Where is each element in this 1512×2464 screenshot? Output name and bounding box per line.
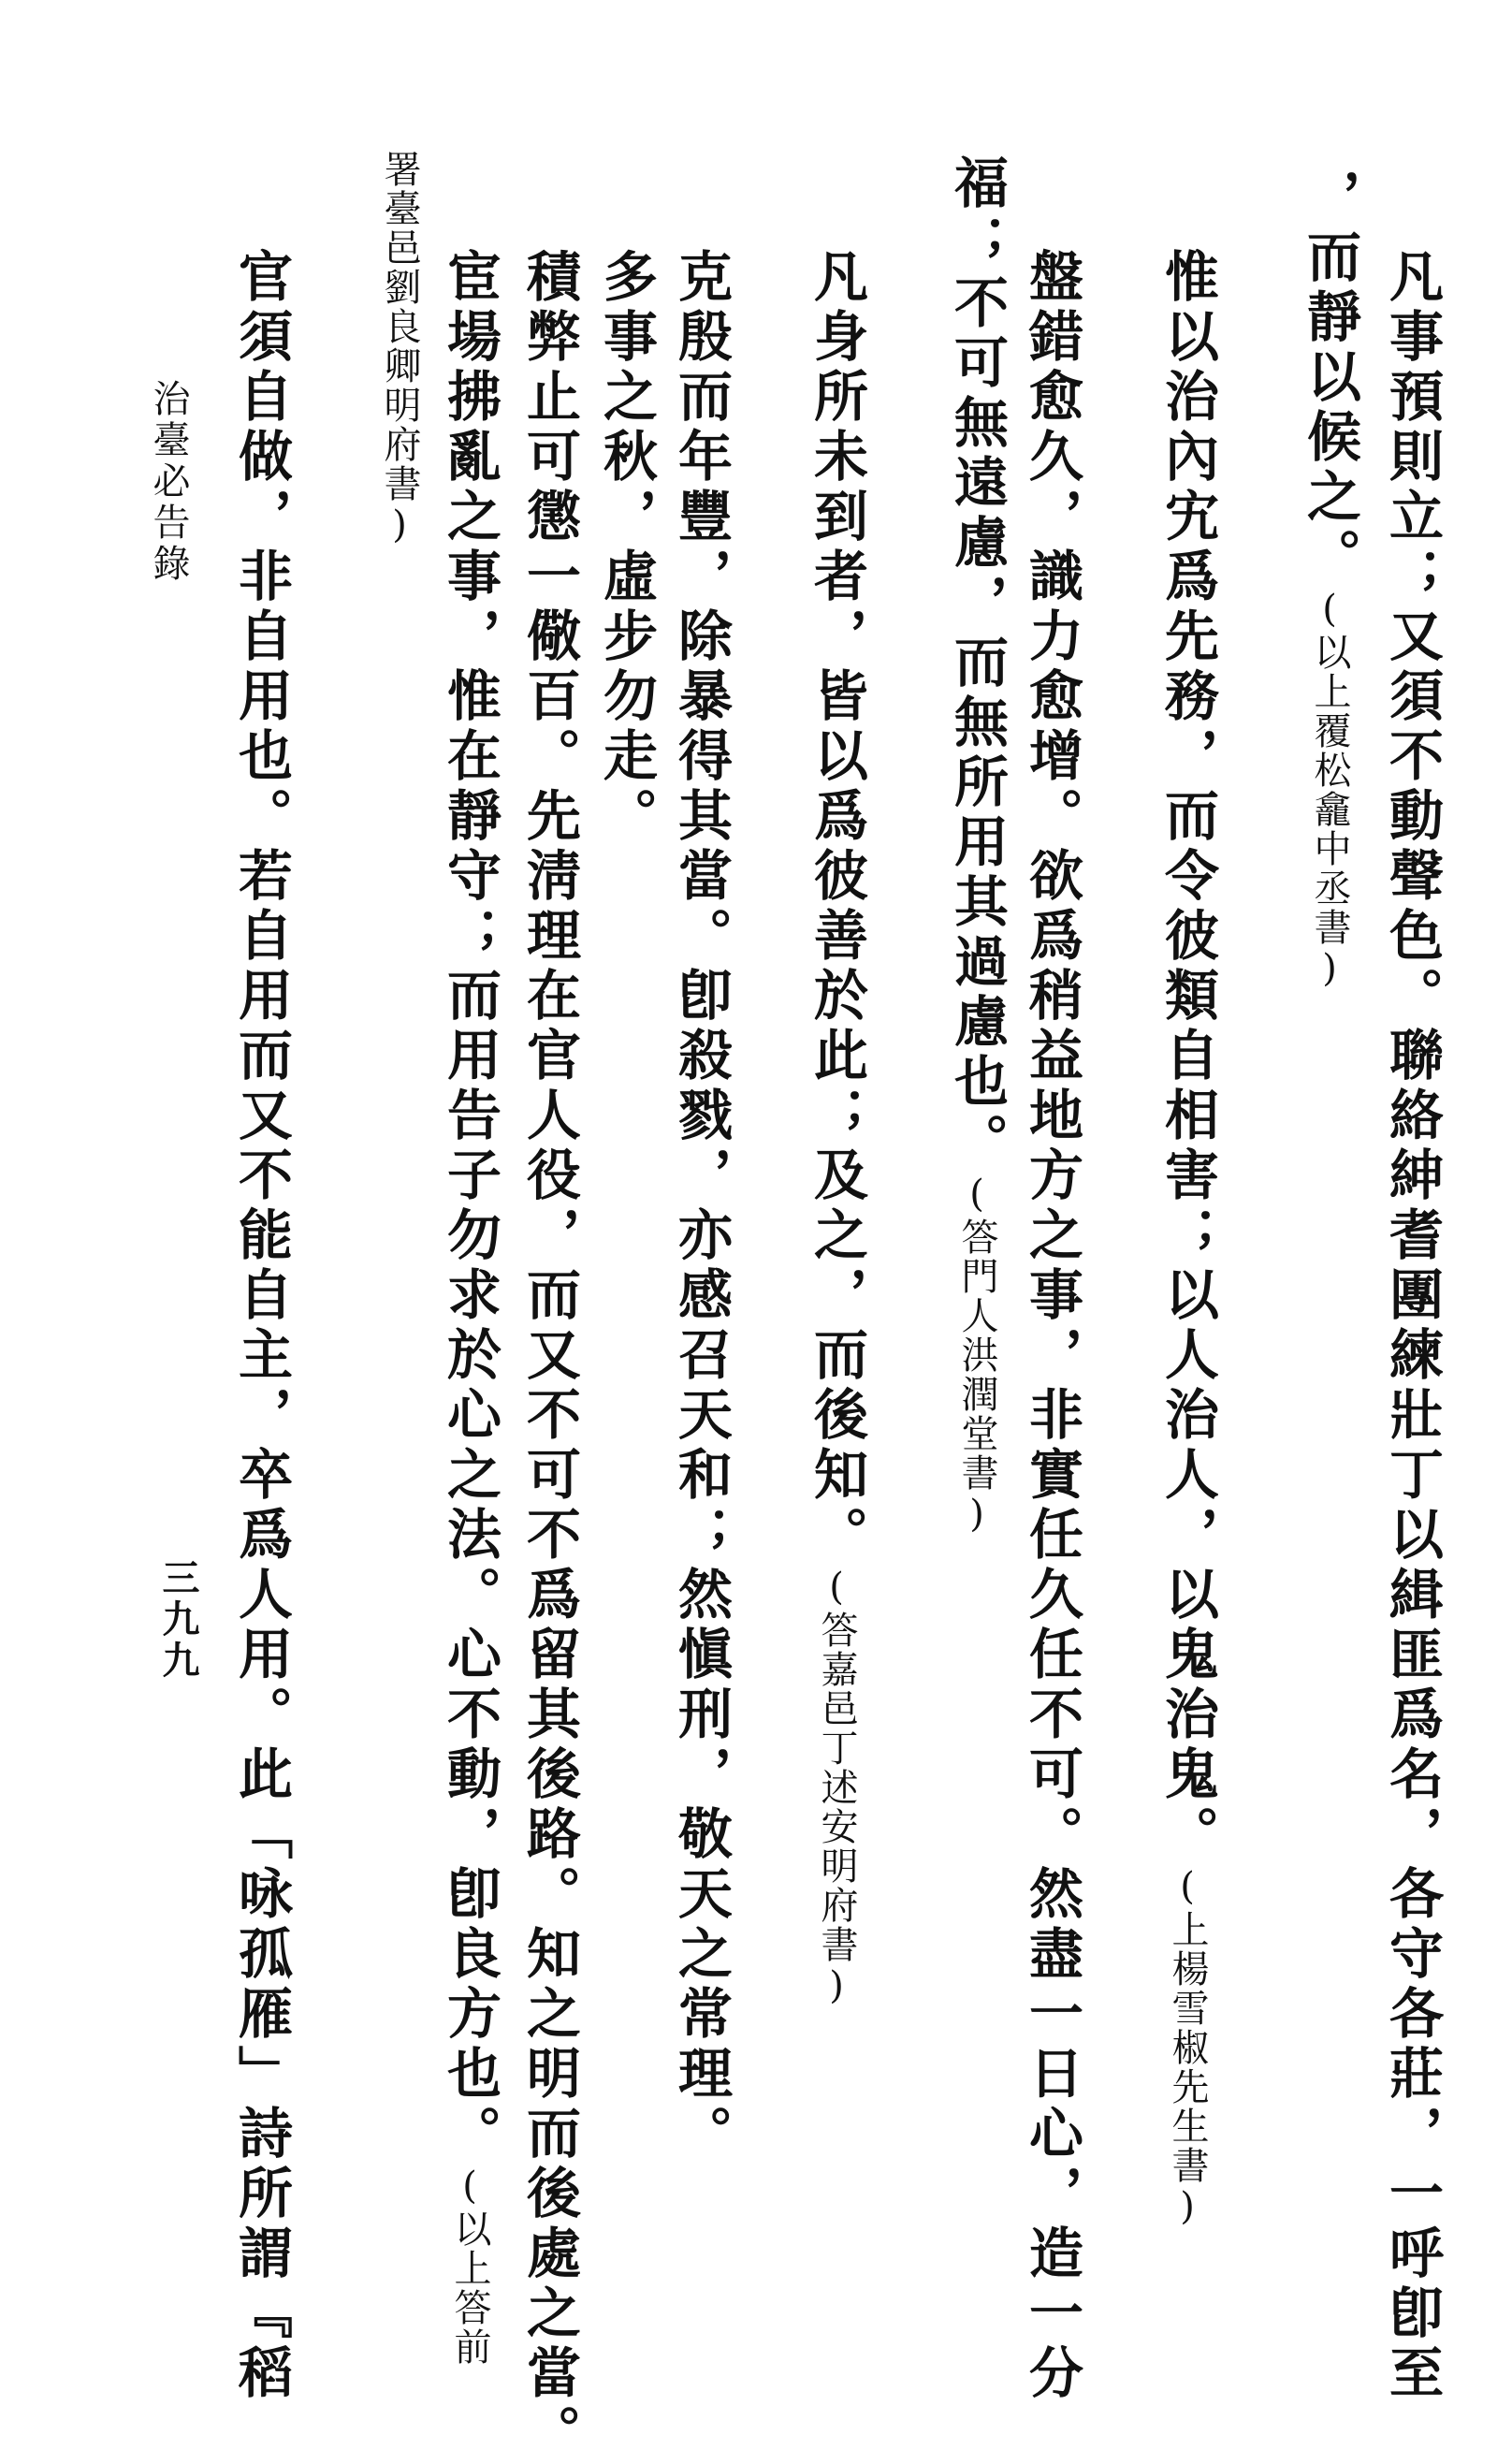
page-number: 三九九 (156, 1558, 200, 1682)
text-column-5 (945, 154, 1009, 1538)
text-column-10 (438, 248, 502, 2367)
main-text: 盤錯愈久，識力愈增。欲爲稍益地方之事，非實任久任不可。然盡一日心，造一分 (1020, 248, 1083, 2404)
text-column-11 (378, 150, 421, 548)
main-text: 積弊止可懲一儆百。先淸理在官人役，而又不可不爲留其後路。知之明而後處之當。 (517, 248, 581, 2464)
annotation-text: (以上覆松龕中丞書) (1308, 588, 1351, 992)
text-column-8 (594, 248, 658, 847)
text-column-2 (1298, 168, 1361, 992)
text-column-9 (517, 248, 581, 2464)
running-title: 治臺必告錄 (147, 379, 190, 585)
text-column-1 (1380, 248, 1444, 2404)
text-column-4 (1020, 248, 1083, 2404)
main-text: 克殷而年豐，除暴得其當。卽殺戮，亦感召天和；然愼刑，敬天之常理。 (669, 248, 733, 2165)
annotation-text: (以上答前 (448, 2165, 491, 2367)
text-column-6 (805, 248, 868, 2009)
annotation-text: (答門人洪潤堂書) (955, 1173, 998, 1538)
main-text: ，而靜以候之。 (1298, 168, 1361, 588)
main-text: 惟以治內宄爲先務，而令彼類自相害；以人治人，以鬼治鬼。 (1156, 248, 1219, 1865)
annotation-text: 署臺邑劉良卿明府書) (378, 150, 421, 548)
text-column-12 (229, 248, 293, 2404)
main-text: 官須自做，非自用也。若自用而又不能自主，卒爲人用。此「咏孤雁」詩所謂『稻 (229, 248, 293, 2404)
main-text: 宦場拂亂之事，惟在靜守；而用告子勿求於心之法。心不動，卽良方也。 (438, 248, 502, 2165)
main-text: 福；不可無遠慮，而無所用其過慮也。 (945, 154, 1009, 1173)
main-text: 凡事預則立；又須不動聲色。聯絡紳耆團練壯丁以緝匪爲名，各守各莊，一呼卽至 (1380, 248, 1444, 2404)
main-text: 凡身所未到者，皆以爲彼善於此；及之，而後知。 (805, 248, 868, 1566)
text-column-3 (1156, 248, 1219, 2230)
main-text: 多事之秋，虛步勿走。 (594, 248, 658, 847)
annotation-text: (上楊雪椒先生書) (1166, 1865, 1209, 2230)
text-column-7 (669, 248, 733, 2165)
annotation-text: (答嘉邑丁述安明府書) (815, 1566, 858, 2009)
